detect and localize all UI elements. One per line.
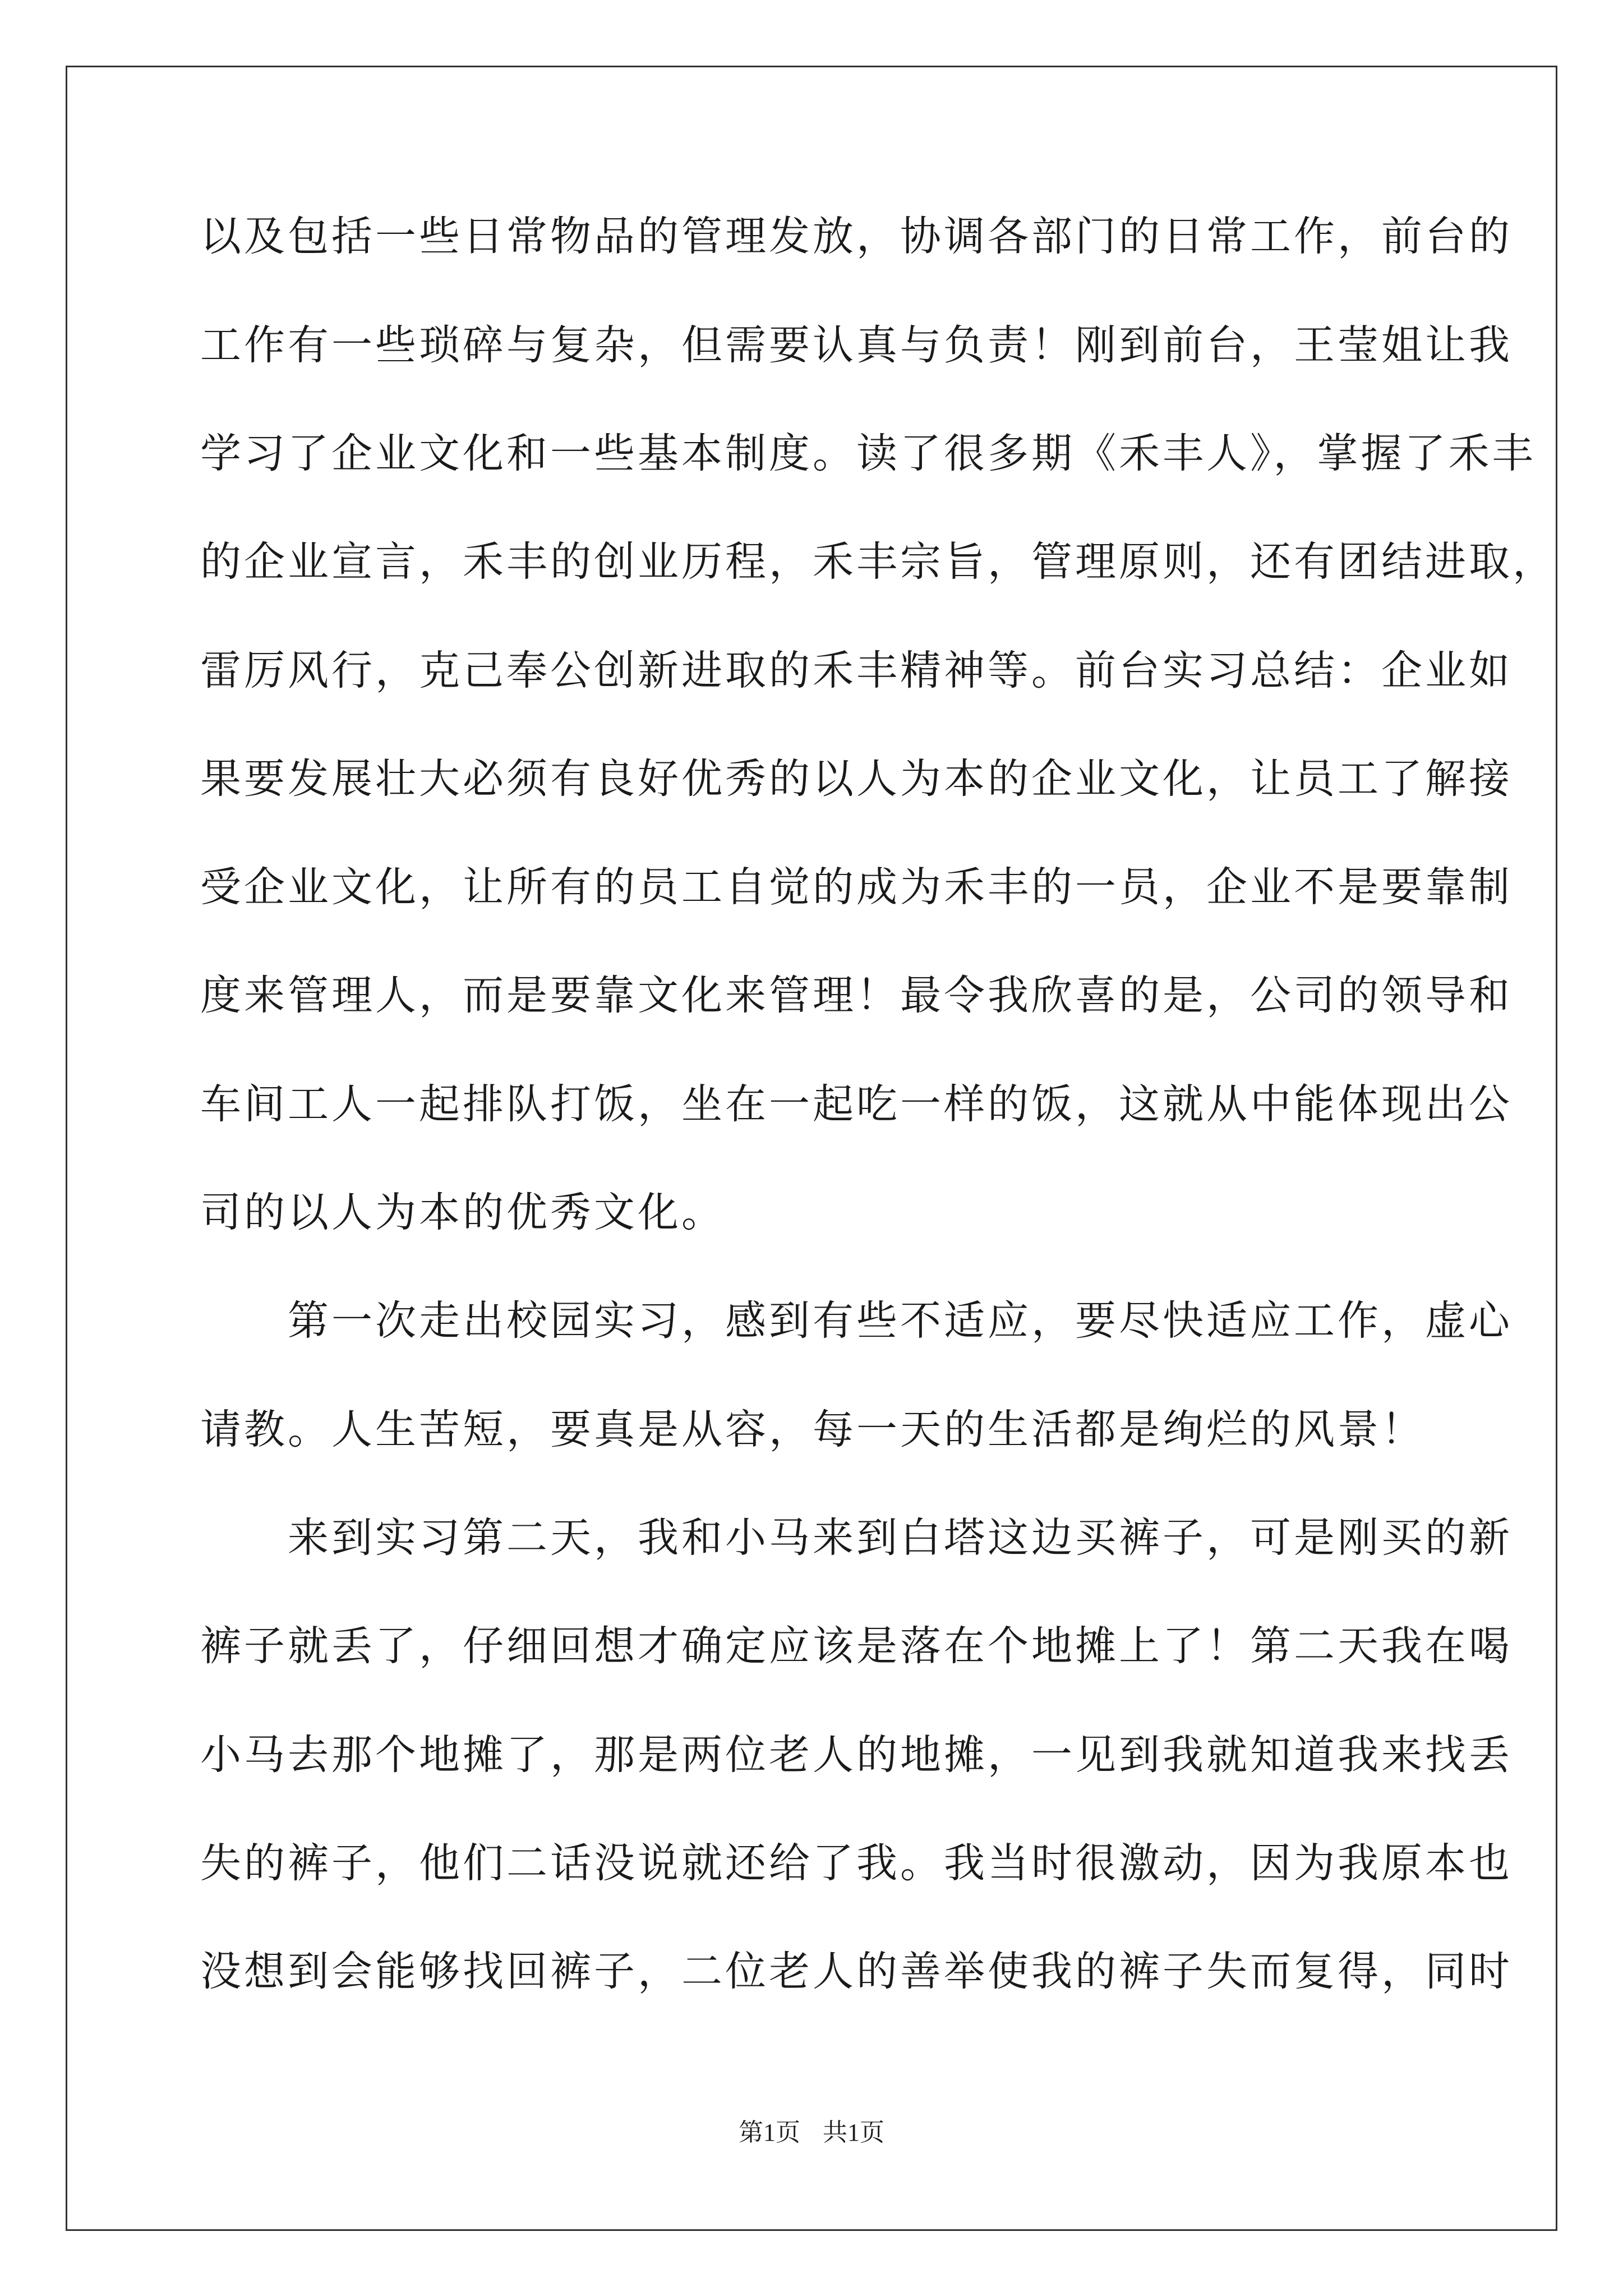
text-line-3: 学习了企业文化和一些基本制度。读了很多期《禾丰人》，掌握了禾丰 [200,430,1536,477]
text-line-4: 的企业宣言，禾丰的创业历程，禾丰宗旨，管理原则，还有团结进取， [200,538,1556,586]
text-line-12: 请教。人生苦短，要真是从容，每一天的生活都是绚烂的风景！ [200,1406,1425,1453]
text-line-9: 车间工人一起排队打饭，坐在一起吃一样的饭，这就从中能体现出公 [200,1080,1513,1128]
page-total: 共1页 [823,2119,884,2146]
text-line-7: 受企业文化，让所有的员工自觉的成为禾丰的一员，企业不是要靠制 [200,863,1513,911]
text-line-13: 来到实习第二天，我和小马来到白塔这边买裤子，可是刚买的新 [200,1514,1513,1562]
text-line-8: 度来管理人，而是要靠文化来管理！最令我欣喜的是，公司的领导和 [200,972,1513,1019]
text-line-1: 以及包括一些日常物品的管理发放，协调各部门的日常工作，前台的 [200,213,1513,260]
text-line-16: 失的裤子，他们二话没说就还给了我。我当时很激动，因为我原本也 [200,1839,1513,1887]
text-line-15: 小马去那个地摊了，那是两位老人的地摊，一见到我就知道我来找丢 [200,1731,1513,1779]
text-line-14: 裤子就丢了，仔细回想才确定应该是落在个地摊上了！第二天我在喝 [200,1622,1513,1670]
text-line-11: 第一次走出校园实习，感到有些不适应，要尽快适应工作，虚心 [200,1297,1513,1345]
page-footer [0,2116,1623,2150]
page-number: 第1页 [739,2119,800,2146]
page-border [66,66,1557,2231]
text-line-10: 司的以人为本的优秀文化。 [200,1189,725,1236]
text-line-2: 工作有一些琐碎与复杂，但需要认真与负责！刚到前台，王莹姐让我 [200,321,1513,369]
text-line-17: 没想到会能够找回裤子，二位老人的善举使我的裤子失而复得，同时 [200,1948,1513,1995]
text-line-6: 果要发展壮大必须有良好优秀的以人为本的企业文化，让员工了解接 [200,755,1513,803]
text-line-5: 雷厉风行，克己奉公创新进取的禾丰精神等。前台实习总结：企业如 [200,647,1513,694]
